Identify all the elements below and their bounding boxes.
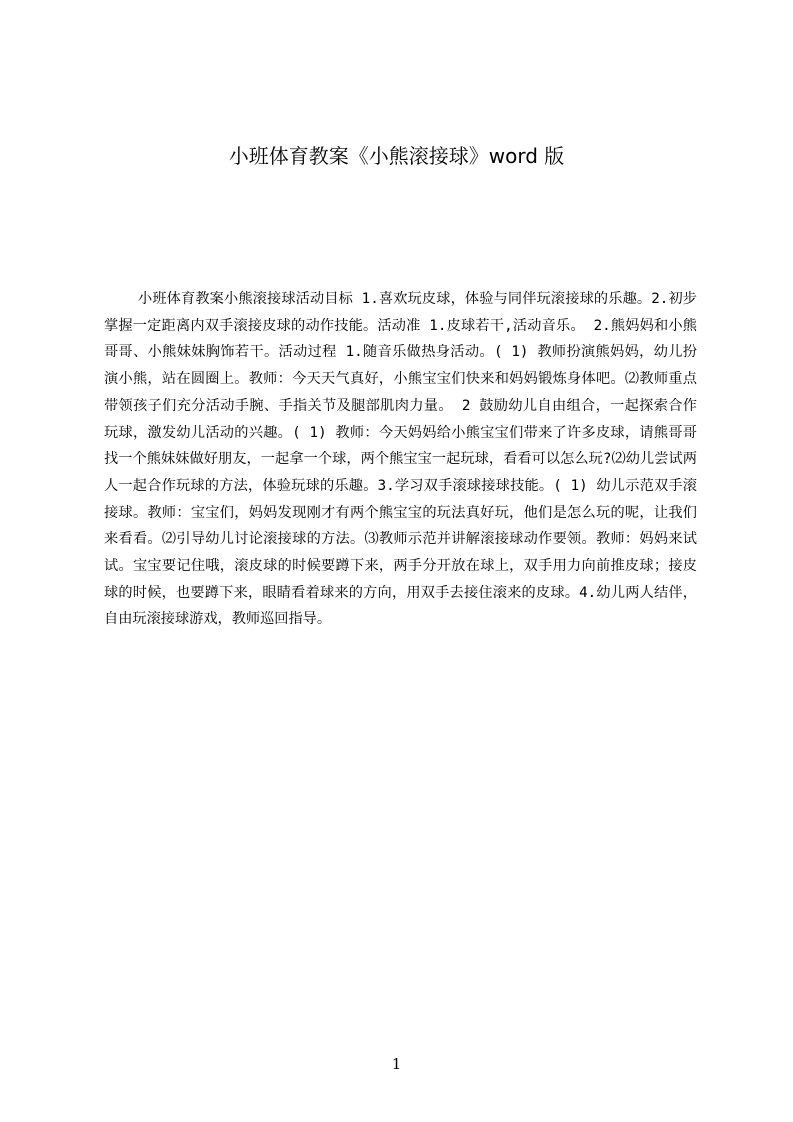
document-body-paragraph: 小班体育教案小熊滚接球活动目标 1.喜欢玩皮球，体验与同伴玩滚接球的乐趣。2.初步掌握一定距离内双手滚接皮球的动作技能。活动准 1.皮球若干,活动音乐。 2.熊妈妈和小熊哥哥、小熊妹妹胸饰若干。活动过程 1.随音乐做热身活动。( 1) 教师扮演熊妈妈，幼儿扮演小熊，站在圆圈上。教师：今天天气真好，小熊宝宝们快来和妈妈锻炼身体吧。⑵教师重点带领孩子们充分活动手腕、手指关节及腿部肌肉力量。 2 鼓励幼儿自由组合，一起探索合作玩球，激发幼儿活动的兴趣。( 1) 教师：今天妈妈给小熊宝宝们带来了许多皮球，请熊哥哥找一个熊妹妹做好朋友，一起拿一个球，两个熊宝宝一起玩球，看看可以怎么玩?⑵幼儿尝试两人一起合作玩球的方法，体验玩球的乐趣。3.学习双手滚球接球技能。( 1) 幼儿示范双手滚接球。教师：宝宝们，妈妈发现刚才有两个熊宝宝的玩法真好玩，他们是怎么玩的呢，让我们来看看。⑵引导幼儿讨论滚接球的方法。⑶教师示范并讲解滚接球动作要领。教师：妈妈来试试。宝宝要记住哦，滚皮球的时候要蹲下来，两手分开放在球上，双手用力向前推皮球；接皮球的时候，也要蹲下来，眼睛看着球来的方向，用双手去接住滚来的皮球。4.幼儿两人结伴，自由玩滚接球游戏，教师巡回指导。 <box>104 291 697 628</box>
document-title: 小班体育教案《小熊滚接球》word 版 <box>228 144 565 168</box>
page-number: 1 <box>391 1055 402 1073</box>
